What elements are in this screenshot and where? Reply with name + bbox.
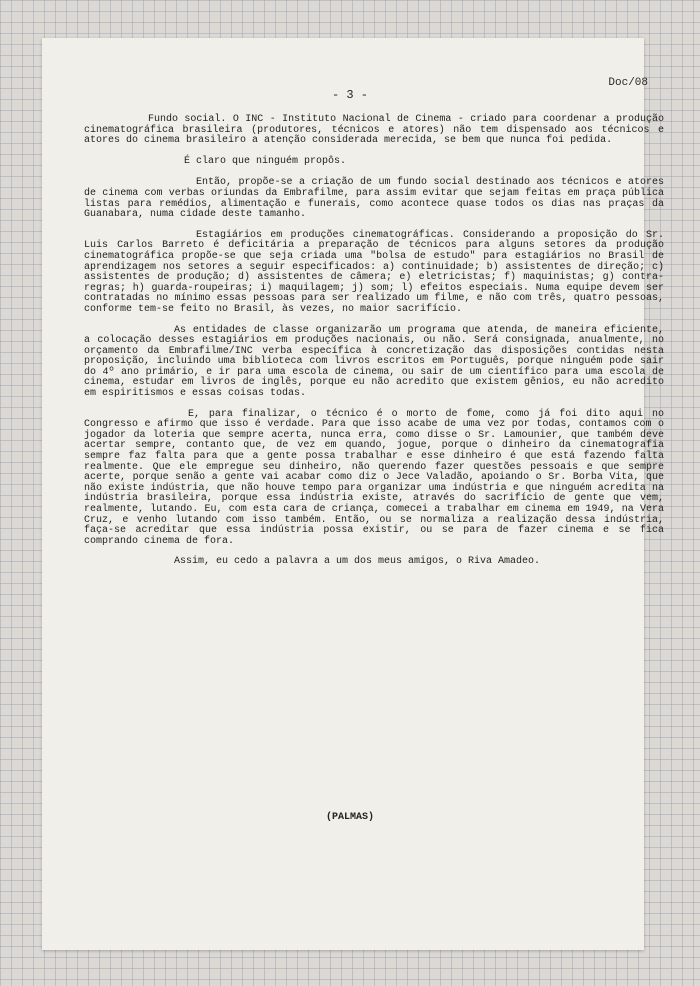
document-body bbox=[84, 115, 664, 578]
closing-applause: (PALMAS) bbox=[325, 812, 374, 823]
document-code: Doc/08 bbox=[608, 77, 648, 89]
paragraph-assim: Assim, eu cedo a palavra a um dos meus amigos, o Riva Amadeo. bbox=[174, 556, 541, 568]
paragraph-finalizar: E, para finalizar, o técnico é o morto de fome, como já foi dito aqui no Congresso e afirmo que isso é verdade. Para que isso acabe de uma vez por todas, contamos com o jogador da loteria que sempre acerta, nunca erra, como disse o Sr. Lamounier, que também deve acertar sempre, contanto que, de vez em quando, jogue, porque o dinheiro da cinematografia sempre faz falta para que a gente possa trabalhar e esse dinheiro é que está fazendo falta realmente. Que ele empregue seu dinheiro, não querendo fazer questões pessoais e que sempre acerte, porque senão a gente vai acabar como diz o Jece Valadão, apoiando o Sr. Borba Vita, que não existe indústria, que não houve tempo para organizar uma indústria e que ninguém acredita na indústria brasileira, porque essa indústria existe, através do sacrifício de gente que vem, realmente, lutando. Eu, com esta cara de criança, comecei a trabalhar em cinema em 1949, na Vera Cruz, e venho lutando com isso também. Então, ou se normaliza a realização dessa indústria, faça-se acreditar que essa indústria possa existir, ou se para de fazer cinema e se fica comprando cinema de fora. bbox=[84, 408, 664, 547]
paragraph-fundo-social: Fundo social. O INC - Instituto Nacional de Cinema - criado para coordenar a produção cinematográfica brasileira (produtores, técnicos e atores) não tem dispensado aos técnicos e atores do cinema brasileiro a atenção considerada merecida, se bem que nunca foi pedida. bbox=[84, 114, 664, 147]
paragraph-fundo-proposta: Então, propõe-se a criação de um fundo social destinado aos técnicos e atores de cinema com verbas oriundas da Embrafilme, para assim evitar que sejam feitas em praça pública listas para remédios, alimentação e funerais, como acontece quase todos os dias nas praças da Guanabara, numa cidade deste tamanho. bbox=[84, 177, 664, 221]
paragraph-estagiarios: Estagiários em produções cinematográficas. Considerando a proposição do Sr. Luis Carlos Barreto é deficitária a preparação de técnicos para alguns setores da produção cinematográfica propõe-se que seja criada uma "bolsa de estudo" para estagiários no Brasil de aprendizagem nos setores a seguir especificados: a) continuidade; b) assistentes de direção; c) assistentes de produção; d) assistentes de câmera; e) eletricistas; f) maquinistas; g) contra-regras; h) guarda-roupeiras; i) maquilagem; j) som; l) efeitos especiais. Numa equipe devem ser contratadas no mínimo essas pessoas para ser realizado um filme, e não com três, quatro pessoas, conforme tem-se feito no Brasil, às vezes, no maior sacrifício. bbox=[84, 229, 664, 315]
paragraph-ninguem-propos: É claro que ninguém propôs. bbox=[184, 155, 347, 167]
page-number: - 3 - bbox=[331, 88, 368, 102]
paragraph-entidades-classe: As entidades de classe organizarão um programa que atenda, de maneira eficiente, a colocação desses estagiários em produções nacionais, ou não. Será consignada, anualmente, no orçamento da Embrafilme/INC verba específica à concretização das disposições contidas nesta proposição, incluindo uma biblioteca com livros escritos em Português, porque ninguém pode sair do 4º ano primário, e ir para uma escola de cinema, ou sair de um científico para uma escola de cinema, estudar em livros de inglês, porque eu não acredito que existem gênios, eu não acredito em espiritismos e essas coisas todas. bbox=[84, 324, 664, 400]
